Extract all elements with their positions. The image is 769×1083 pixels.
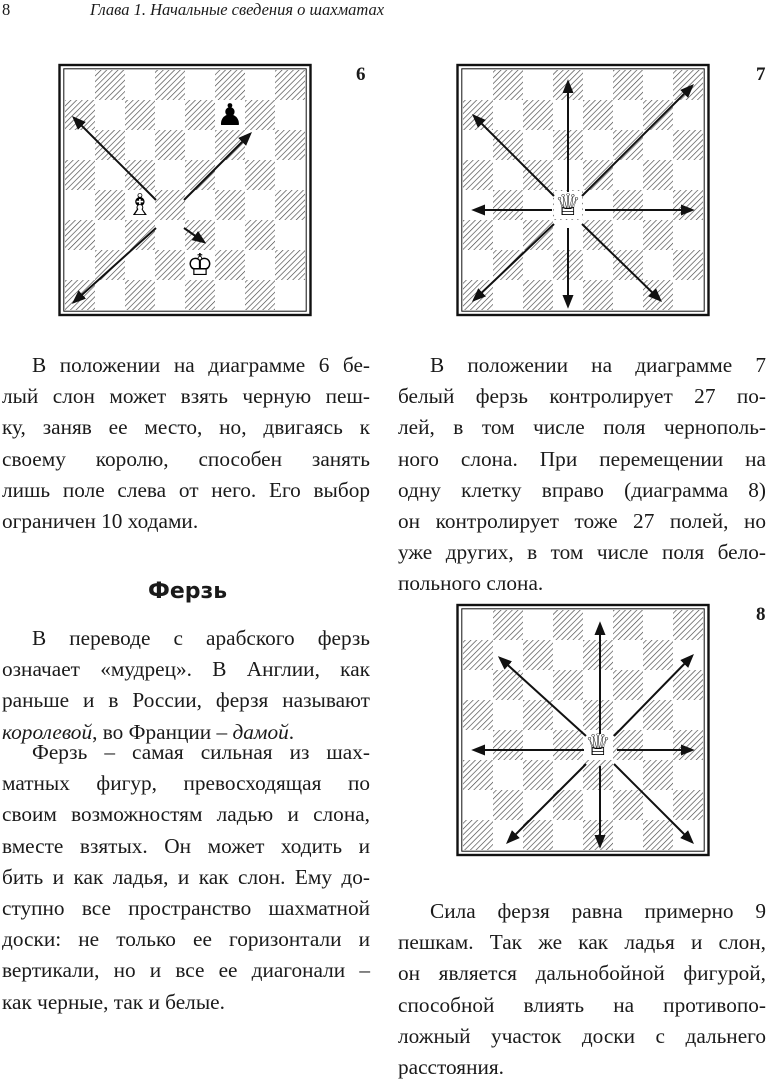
chess-diagram-7	[452, 62, 719, 326]
diagram-number-7: 7	[756, 64, 766, 85]
square-b7	[493, 100, 523, 130]
square-h6	[673, 670, 703, 700]
square-b1	[493, 280, 523, 310]
square-b6	[95, 130, 125, 160]
square-e5	[185, 160, 215, 190]
square-g2	[643, 790, 673, 820]
square-e8	[185, 70, 215, 100]
square-h6	[673, 130, 703, 160]
square-d5	[553, 700, 583, 730]
square-a3	[463, 760, 493, 790]
square-b3	[493, 220, 523, 250]
paragraph-queen-etymology: В переводе с арабского ферзь означает «мудрец». В Англии, как раньше и в России, ферзя называют королевой, во Франции – дамой.	[2, 626, 370, 744]
square-f6	[613, 130, 643, 160]
square-e2	[583, 250, 613, 280]
square-f8	[215, 70, 245, 100]
chess-diagram-8	[452, 602, 719, 866]
square-f5	[613, 700, 643, 730]
term-dame: дамой	[232, 719, 289, 744]
square-h8	[275, 70, 305, 100]
square-a7	[463, 640, 493, 670]
square-h3	[673, 220, 703, 250]
board-squares	[463, 70, 703, 310]
square-h2	[673, 250, 703, 280]
paragraph-queen-strength: Ферзь – самая сильная из шах- матных фигур, превосходящая по своим возможностям ладью и слона, вместе взятых. Он может ходить и бить и как ладья, и как слон. Ему до- ступно все пространство шахматной доски: не только ее горизонтали и вертикали, но и все ее диагонали – как черные, так и белые.	[2, 740, 370, 1014]
square-d4	[553, 730, 583, 760]
square-f3	[215, 220, 245, 250]
square-h3	[275, 220, 305, 250]
square-f3	[613, 220, 643, 250]
board-squares	[65, 70, 305, 310]
square-f7	[613, 640, 643, 670]
square-h1	[673, 280, 703, 310]
black-pawn-icon: ♟	[216, 98, 244, 133]
square-a1	[463, 820, 493, 850]
square-a6	[463, 130, 493, 160]
square-h1	[275, 280, 305, 310]
square-a1	[65, 280, 95, 310]
square-c4	[523, 730, 553, 760]
section-title: Ферзь	[148, 579, 228, 604]
square-b4	[493, 190, 523, 220]
square-g7	[643, 640, 673, 670]
square-e6	[185, 130, 215, 160]
square-a7	[463, 100, 493, 130]
square-b2	[493, 250, 523, 280]
square-e1	[583, 280, 613, 310]
square-h5	[673, 160, 703, 190]
diagram-number-8: 8	[756, 604, 766, 625]
square-c6	[523, 670, 553, 700]
term-queen: королевой	[2, 719, 93, 744]
square-d1	[553, 820, 583, 850]
square-c8	[523, 610, 553, 640]
white-queen-icon: ♕	[584, 728, 612, 763]
square-a4	[65, 190, 95, 220]
square-h5	[275, 160, 305, 190]
square-e6	[583, 130, 613, 160]
square-f2	[613, 250, 643, 280]
square-f4	[215, 190, 245, 220]
square-c5	[523, 160, 553, 190]
square-b2	[493, 790, 523, 820]
square-c1	[125, 280, 155, 310]
running-header	[0, 0, 769, 24]
white-king-icon: ♔	[186, 248, 214, 283]
square-d8	[553, 610, 583, 640]
white-bishop-icon: ♗	[126, 188, 154, 223]
paragraph-bishop-diagram-6: В положении на диаграмме 6 бе- лый слон может взять черную пеш- ку, заняв ее место, но, двигаясь к своему королю, способен занять лишь поле слева от него. Его выбор ограничен 10 ходами.	[2, 353, 370, 534]
square-c2	[523, 250, 553, 280]
white-queen-icon: ♕	[554, 188, 582, 223]
square-g2	[245, 250, 275, 280]
square-a2	[463, 790, 493, 820]
square-h2	[275, 250, 305, 280]
paragraph-queen-diagram-7-8: В положении на диаграмме 7 белый ферзь контролирует 27 по- лей, в том числе поля чернополь- ного слона. При перемещении на одну клетку вправо (диаграмма 8) он контролирует тоже 27 полей, но уже других, в том числе поля бело- польного слона.	[398, 353, 766, 596]
square-b4	[95, 190, 125, 220]
square-f1	[613, 280, 643, 310]
square-d7	[553, 640, 583, 670]
square-g8	[643, 70, 673, 100]
square-d5	[155, 160, 185, 190]
square-g7	[643, 100, 673, 130]
square-g6	[643, 130, 673, 160]
square-d3	[155, 220, 185, 250]
square-f6	[215, 130, 245, 160]
square-d1	[155, 280, 185, 310]
square-b5	[493, 700, 523, 730]
square-b4	[493, 730, 523, 760]
square-b1	[493, 820, 523, 850]
square-c1	[523, 820, 553, 850]
square-d6	[155, 130, 185, 160]
square-f6	[613, 670, 643, 700]
square-a5	[463, 700, 493, 730]
square-h7	[275, 100, 305, 130]
square-f4	[613, 730, 643, 760]
square-b8	[493, 610, 523, 640]
square-g8	[643, 610, 673, 640]
square-c4	[523, 190, 553, 220]
square-b3	[95, 220, 125, 250]
chapter-title: Глава 1. Начальные сведения о шахматах	[90, 0, 385, 19]
square-a2	[65, 250, 95, 280]
square-g4	[643, 730, 673, 760]
square-b1	[95, 280, 125, 310]
square-d3	[553, 760, 583, 790]
square-f1	[215, 280, 245, 310]
square-e5	[583, 160, 613, 190]
square-f5	[613, 160, 643, 190]
square-e7	[583, 640, 613, 670]
square-a8	[463, 70, 493, 100]
square-a4	[463, 190, 493, 220]
square-c2	[125, 250, 155, 280]
square-h4	[673, 190, 703, 220]
square-g1	[643, 280, 673, 310]
square-a8	[463, 610, 493, 640]
diagram-number-6: 6	[356, 64, 366, 85]
square-h2	[673, 790, 703, 820]
square-a5	[65, 160, 95, 190]
square-h8	[673, 610, 703, 640]
square-g4	[643, 190, 673, 220]
square-c5	[125, 160, 155, 190]
square-b8	[493, 70, 523, 100]
square-e5	[583, 700, 613, 730]
square-a7	[65, 100, 95, 130]
square-d4	[155, 190, 185, 220]
square-c1	[523, 280, 553, 310]
square-h5	[673, 700, 703, 730]
square-d6	[553, 670, 583, 700]
square-f2	[613, 790, 643, 820]
square-a3	[65, 220, 95, 250]
square-h4	[275, 190, 305, 220]
square-g3	[643, 220, 673, 250]
square-a6	[463, 670, 493, 700]
square-h4	[673, 730, 703, 760]
chess-diagram-6	[52, 62, 323, 326]
square-e1	[185, 280, 215, 310]
board-squares	[463, 610, 703, 850]
square-c3	[125, 220, 155, 250]
page-number: 8	[2, 0, 11, 19]
square-e7	[583, 100, 613, 130]
square-g4	[245, 190, 275, 220]
square-e3	[583, 220, 613, 250]
square-c8	[523, 70, 553, 100]
square-g5	[643, 700, 673, 730]
square-d2	[553, 790, 583, 820]
square-b8	[95, 70, 125, 100]
square-d2	[155, 250, 185, 280]
square-a5	[463, 160, 493, 190]
square-a4	[463, 730, 493, 760]
square-e3	[185, 220, 215, 250]
square-f7	[613, 100, 643, 130]
square-c8	[125, 70, 155, 100]
square-h8	[673, 70, 703, 100]
square-e6	[583, 670, 613, 700]
square-e3	[583, 760, 613, 790]
square-g3	[643, 760, 673, 790]
square-g2	[643, 250, 673, 280]
square-e2	[583, 790, 613, 820]
square-g7	[245, 100, 275, 130]
square-f3	[613, 760, 643, 790]
square-a2	[463, 250, 493, 280]
square-g1	[245, 280, 275, 310]
square-g8	[245, 70, 275, 100]
square-h3	[673, 760, 703, 790]
square-a3	[463, 220, 493, 250]
square-a8	[65, 70, 95, 100]
square-b7	[95, 100, 125, 130]
paragraph-queen-value: Сила ферзя равна примерно 9 пешкам. Так же как ладья и слон, он является дальнобойной фигурой, способной влиять на противопо- ложный участок доски с дальнего расстояния.	[398, 899, 766, 1080]
square-e8	[583, 70, 613, 100]
square-e7	[185, 100, 215, 130]
square-c3	[523, 220, 553, 250]
square-c7	[523, 640, 553, 670]
square-g1	[643, 820, 673, 850]
square-c2	[523, 790, 553, 820]
square-f8	[613, 70, 643, 100]
square-e8	[583, 610, 613, 640]
square-c3	[523, 760, 553, 790]
square-c6	[125, 130, 155, 160]
square-f1	[613, 820, 643, 850]
square-f2	[215, 250, 245, 280]
square-g3	[245, 220, 275, 250]
square-d7	[155, 100, 185, 130]
square-h7	[673, 640, 703, 670]
square-e4	[583, 190, 613, 220]
square-c5	[523, 700, 553, 730]
square-f8	[613, 610, 643, 640]
square-h7	[673, 100, 703, 130]
square-d8	[155, 70, 185, 100]
square-f4	[613, 190, 643, 220]
square-h6	[275, 130, 305, 160]
square-b2	[95, 250, 125, 280]
square-b3	[493, 760, 523, 790]
square-c6	[523, 130, 553, 160]
square-g5	[245, 160, 275, 190]
square-c7	[523, 100, 553, 130]
square-b6	[493, 130, 523, 160]
square-e1	[583, 820, 613, 850]
square-h1	[673, 820, 703, 850]
square-c7	[125, 100, 155, 130]
square-g6	[643, 670, 673, 700]
square-b5	[493, 160, 523, 190]
square-g5	[643, 160, 673, 190]
